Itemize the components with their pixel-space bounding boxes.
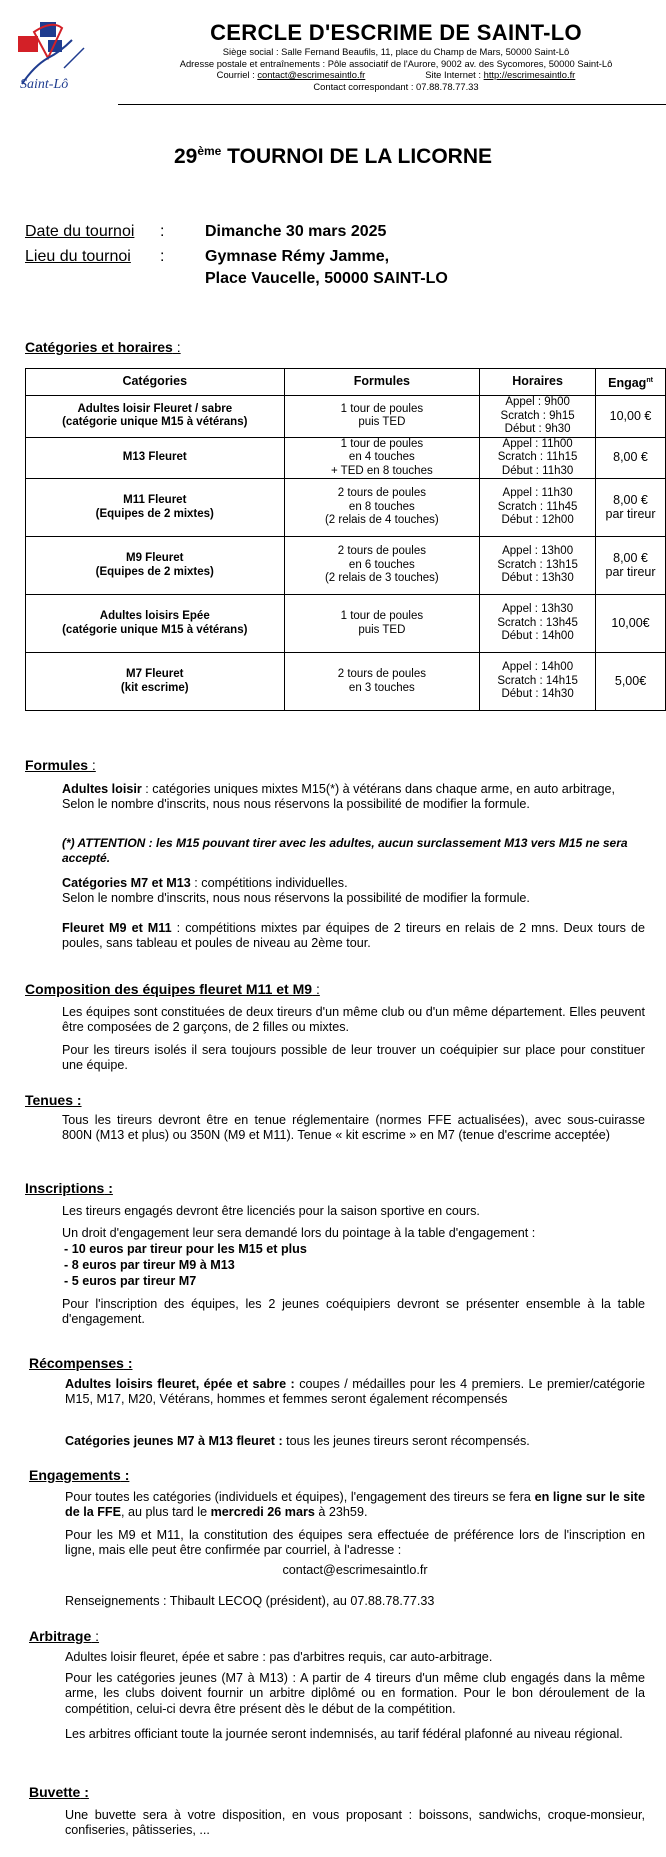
categories-table: [25, 368, 666, 711]
date-value: Dimanche 30 mars 2025: [205, 223, 387, 240]
club-name: CERCLE D'ESCRIME DE SAINT-LO: [210, 20, 582, 45]
cell-formule: 2 tours de poules en 8 touches (2 relais de 4 touches): [284, 479, 480, 537]
courriel-link[interactable]: contact@escrimesaintlo.fr: [257, 69, 366, 80]
table-row: [26, 396, 666, 438]
section-buvette: Buvette :: [29, 1784, 89, 1800]
cell-formule: 1 tour de poules puis TED: [284, 595, 480, 653]
composition-p2: Pour les tireurs isolés il sera toujours possible de leur trouver un coéquipier sur place pour constituer une équipe.: [62, 1043, 645, 1073]
header-rule: [118, 104, 666, 105]
siege-social: Siège social : Salle Fernand Beaufils, 11, place du Champ de Mars, 50000 Saint-Lô: [222, 46, 570, 57]
contact-line: Courriel : contact@escrimesaintlo.fr Site Internet : http://escrimesaintlo.fr: [216, 69, 576, 80]
cell-engagement: 8,00 € par tireur: [596, 479, 666, 537]
recompenses-p2: Catégories jeunes M7 à M13 fleuret : tous les jeunes tireurs seront récompensés.: [65, 1434, 530, 1448]
buvette-p1: Une buvette sera à votre disposition, en vous proposant : boissons, sandwichs, croque-monsieur, confiseries, pâtisseries, ...: [65, 1808, 645, 1838]
contact-correspondant: Contact correspondant : 07.88.78.77.33: [313, 80, 479, 92]
table-row: [26, 595, 666, 653]
th-engagement: Engag$^{nt}$: [596, 369, 666, 396]
cell-engagement: 5,00€: [596, 653, 666, 711]
inscriptions-item-3: - 5 euros par tireur M7: [64, 1274, 197, 1288]
cell-categorie: M7 Fleuret (kit escrime): [26, 653, 285, 711]
engagements-p1: Pour toutes les catégories (individuels et équipes), l'engagement des tireurs se fera en ligne sur le site de la FFE, au plus tard le mercredi 26 mars à 23h59.: [65, 1490, 645, 1520]
tenues-p1: Tous les tireurs devront être en tenue réglementaire (normes FFE actualisées), avec sous-cuirasse 800N (M13 et plus) ou 350N (M9 et M11). Tenue « kit escrime » en M7 (tenue d'escrime acceptée): [62, 1113, 645, 1143]
cell-engagement: 8,00 € par tireur: [596, 537, 666, 595]
cell-formule: 1 tour de poules puis TED: [284, 396, 480, 438]
site-link[interactable]: http://escrimesaintlo.fr: [483, 69, 576, 80]
page-title: 29ème TOURNOI DE LA LICORNE: [173, 144, 493, 168]
cell-horaires: Appel : 13h00 Scratch : 13h15 Début : 13h30: [480, 537, 596, 595]
inscriptions-item-2: - 8 euros par tireur M9 à M13: [64, 1258, 235, 1272]
composition-p1: Les équipes sont constituées de deux tireurs d'un même club ou d'un même département. Elles peuvent être composées de 2 garçons, de 2 filles ou mixtes.: [62, 1005, 645, 1035]
arbitrage-p2: Pour les catégories jeunes (M7 à M13) : A partir de 4 tireurs d'un même club engagés dans la même arme, les clubs doivent fournir un arbitre diplômé ou en formation. Pour le bon déroulement de la compétition, celui-ci devra être présent dès le début de la compétition.: [65, 1671, 645, 1716]
th-horaires: Horaires: [480, 369, 596, 396]
cell-engagement: 8,00 €: [596, 437, 666, 479]
section-tenues: Tenues :: [25, 1092, 82, 1108]
table-row: [26, 537, 666, 595]
letterhead: [118, 20, 666, 92]
cell-horaires: Appel : 11h00 Scratch : 11h15 Début : 11h30: [480, 437, 596, 479]
table-header-row: [26, 369, 666, 396]
cell-engagement: 10,00€: [596, 595, 666, 653]
arbitrage-p1: Adultes loisir fleuret, épée et sabre : pas d'arbitres requis, car auto-arbitrage.: [65, 1650, 493, 1664]
table-row: [26, 479, 666, 537]
cell-horaires: Appel : 11h30 Scratch : 11h45 Début : 12h00: [480, 479, 596, 537]
formules-p3: Fleuret M9 et M11 : compétitions mixtes par équipes de 2 tireurs en relais de 2 mns. Deux tours de poules, sans tableau et poules de niveau au 2ème tour.: [62, 921, 645, 951]
formules-p1: Adultes loisir : catégories uniques mixtes M15(*) à vétérans dans chaque arme, en auto arbitrage, Selon le nombre d'inscrits, nous nous réservons la possibilité de modifier la formule.: [62, 782, 616, 812]
inscriptions-p3: Pour l'inscription des équipes, les 2 jeunes coéquipiers devront se présenter ensemble à la table d'engagement.: [62, 1297, 645, 1327]
cell-horaires: Appel : 13h30 Scratch : 13h45 Début : 14h00: [480, 595, 596, 653]
table-row: [26, 437, 666, 479]
section-composition: Composition des équipes fleuret M11 et M9 :: [25, 981, 320, 997]
formules-p2: Catégories M7 et M13 : compétitions individuelles. Selon le nombre d'inscrits, nous nous réservons la possibilité de modifier la formule.: [62, 876, 530, 906]
cell-horaires: Appel : 14h00 Scratch : 14h15 Début : 14h30: [480, 653, 596, 711]
cell-formule: 1 tour de poules en 4 touches + TED en 8 touches: [284, 437, 480, 479]
adresse-postale: Adresse postale et entraînements : Pôle associatif de l'Aurore, 9002 av. des Sycomores, 50000 Saint-Lô: [179, 57, 613, 69]
engagements-p3: Renseignements : Thibault LECOQ (président), au 07.88.78.77.33: [65, 1594, 435, 1608]
cell-horaires: Appel : 9h00 Scratch : 9h15 Début : 9h30: [480, 396, 596, 438]
formules-attention: (*) ATTENTION : les M15 pouvant tirer avec les adultes, aucun surclassement M13 vers M15 ne sera accepté.: [62, 836, 628, 866]
lieu-label: Lieu du tournoi: [25, 248, 131, 265]
lieu-value-2: Place Vaucelle, 50000 SAINT-LO: [205, 270, 448, 287]
engagements-p2: Pour les M9 et M11, la constitution des équipes sera effectuée de préférence lors de l'inscription en ligne, mais elle peut être confirmée par courriel, à l'adresse :: [65, 1528, 645, 1558]
section-categories: Catégories et horaires :: [25, 339, 181, 355]
cell-categorie: M11 Fleuret (Equipes de 2 mixtes): [26, 479, 285, 537]
cell-engagement: 10,00 €: [596, 396, 666, 438]
inscriptions-p2: Un droit d'engagement leur sera demandé lors du pointage à la table d'engagement :: [62, 1226, 536, 1240]
club-logo: [14, 18, 92, 96]
section-arbitrage: Arbitrage :: [29, 1628, 100, 1644]
cell-categorie: Adultes loisir Fleuret / sabre (catégorie unique M15 à vétérans): [26, 396, 285, 438]
cell-formule: 2 tours de poules en 3 touches: [284, 653, 480, 711]
lieu-value-1: Gymnase Rémy Jamme,: [205, 248, 390, 265]
date-label: Date du tournoi: [25, 223, 135, 240]
inscriptions-p1: Les tireurs engagés devront être licenciés pour la saison sportive en cours.: [62, 1204, 480, 1218]
cell-categorie: M13 Fleuret: [26, 437, 285, 479]
th-categories: Catégories: [26, 369, 285, 396]
section-inscriptions: Inscriptions :: [25, 1180, 113, 1196]
th-formules: Formules: [284, 369, 480, 396]
table-row: [26, 653, 666, 711]
logo-text: Saint-Lô: [20, 77, 69, 92]
cell-categorie: M9 Fleuret (Equipes de 2 mixtes): [26, 537, 285, 595]
cell-formule: 2 tours de poules en 6 touches (2 relais de 3 touches): [284, 537, 480, 595]
section-recompenses: Récompenses :: [29, 1355, 133, 1371]
recompenses-p1: Adultes loisirs fleuret, épée et sabre : coupes / médailles pour les 4 premiers. Le premier/catégorie M15, M17, M20, Vétérans, hommes et femmes seront également récompensés: [65, 1377, 646, 1407]
engagements-email[interactable]: contact@escrimesaintlo.fr: [282, 1563, 428, 1577]
inscriptions-item-1: - 10 euros par tireur pour les M15 et plus: [64, 1242, 307, 1256]
arbitrage-p3: Les arbitres officiant toute la journée seront indemnisés, au tarif fédéral plafonné au niveau régional.: [65, 1727, 623, 1741]
section-engagements: Engagements :: [29, 1467, 130, 1483]
cell-categorie: Adultes loisirs Epée (catégorie unique M15 à vétérans): [26, 595, 285, 653]
section-formules: Formules :: [25, 757, 96, 773]
